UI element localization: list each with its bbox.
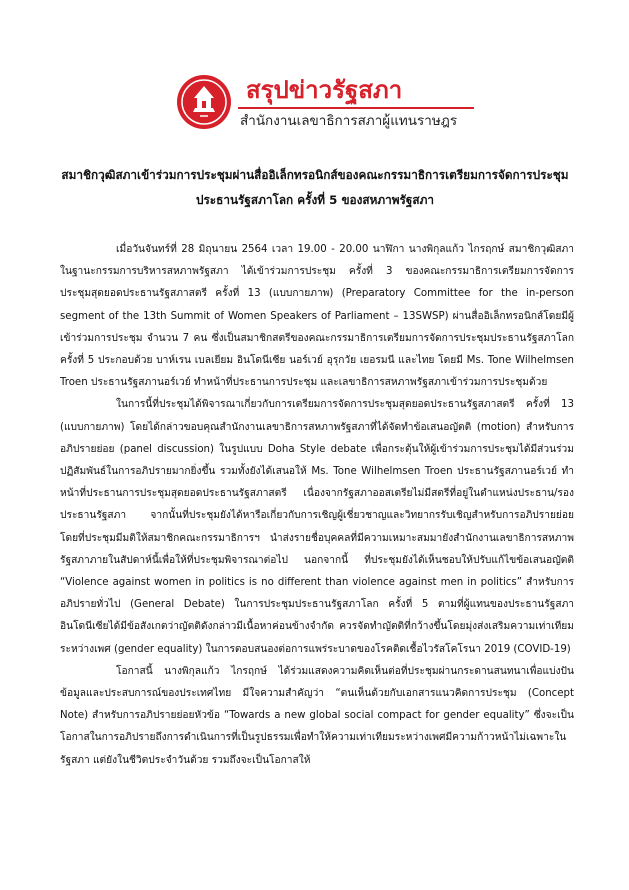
paragraph: ในการนี้ที่ประชุมได้พิจารณาเกี่ยวกับการเตรียมการจัดการประชุมสุดยอดประธานรัฐสภาสตรี ครั้งที่ 13 (แบบกายภาพ) โดยได้กล่าวขอบคุณสำนักงานเลขาธิการสหภาพรัฐสภาที่ได้จัดทำข้อเสนอญัตติ (motion) สำหรับการอภิปรายย่อย (panel discussion) ในรูปแบบ Doha Style debate เพื่อกระตุ้นให้ผู้เข้าร่วมการประชุมได้มีส่วนร่วมปฏิสัมพันธ์ในการอภิปรายมากยิ่งขึ้น รวมทั้งยังได้เสนอให้ Ms. Tone Wilhelmsen Troen ประธานรัฐสภานอร์เวย์ ทำหน้าที่ประธานการประชุมสุดยอดประธานรัฐสภาสตรี เนื่องจากรัฐสภาออสเตรียไม่มีสตรีที่อยู่ในตำแหน่งประธาน/รองประธานรัฐสภา จากนั้นที่ประชุมยังได้หารือเกี่ยวกับการเชิญผู้เชี่ยวชาญและวิทยากรรับเชิญสำหรับการอภิปรายย่อย โดยที่ประชุมมีมติให้สมาชิกคณะกรรมาธิการฯ นำส่งรายชื่อบุคคลที่มีความเหมาะสมมายังสำนักงานเลขาธิการสหภาพรัฐสภาภายในสัปดาห์นี้เพื่อให้ที่ประชุมพิจารณาต่อไป นอกจากนี้ ที่ประชุมยังได้เห็นชอบให้ปรับแก้ไขข้อเสนอญัตติ “Violence against women in politics is no different than violence against men in politics” สำหรับการอภิปรายทั่วไป (General Debate) ในการประชุมประธานรัฐสภาโลก ครั้งที่ 5 ตามที่ผู้แทนของประธานรัฐสภาอินโดนีเซียได้มีข้อสังเกตว่าญัตติดังกล่าวมีเนื้อหาค่อนข้างจำกัด ควรจัดทำญัตติที่กว้างขึ้นโดยมุ่งส่งเสริมความเท่าเทียมระหว่างเพศ (gender equality) ในการตอบสนองต่อการแพร่ระบาดของโรคติดเชื้อไวรัสโคโรนา 2019 (COVID-19) — [60, 399, 574, 655]
brand-subtitle: สำนักงานเลขาธิการสภาผู้แทนราษฎร — [240, 113, 458, 129]
headline-line-1: สมาชิกวุฒิสภาเข้าร่วมการประชุมผ่านสื่ออิเล็กทรอนิกส์ของคณะกรรมาธิการเตรียมการจัดการประชุม — [61, 168, 569, 182]
brand-divider — [238, 107, 474, 109]
paragraph: โอกาสนี้ นางพิกุลแก้ว ไกรฤกษ์ ได้ร่วมแสดงความคิดเห็นต่อที่ประชุมผ่านกระดานสนทนาเพื่อแบ่งปันข้อมูลและประสบการณ์ของประเทศไทย มีใจความสำคัญว่า “ตนเห็นด้วยกับเอกสารแนวคิดการประชุม (Concept Note) สำหรับการอภิปรายย่อยหัวข้อ “Towards a new global social compact for gender equality” ซึ่งจะเป็นโอกาสในการอภิปรายถึงการดำเนินการที่เป็นรูปธรรมเพื่อทำให้ความเท่าเทียมระหว่างเพศมีความก้าวหน้าไม่เฉพาะในรัฐสภา แต่ยังในชีวิตประจำวันด้วย รวมถึงจะเป็นโอกาสให้ — [60, 665, 574, 766]
brand-title: สรุปข่าวรัฐสภา — [246, 76, 403, 104]
news-headline — [60, 163, 570, 213]
header — [176, 72, 476, 142]
parliament-seal-icon — [176, 74, 232, 130]
article-body — [60, 239, 574, 772]
headline-line-2: ประธานรัฐสภาโลก ครั้งที่ 5 ของสหภาพรัฐสภา — [195, 193, 434, 207]
paragraph: เมื่อวันจันทร์ที่ 28 มิถุนายน 2564 เวลา 19.00 - 20.00 นาฬิกา นางพิกุลแก้ว ไกรฤกษ์ สมาชิกวุฒิสภา ในฐานะกรรมการบริหารสหภาพรัฐสภา ได้เข้าร่วมการประชุม ครั้งที่ 3 ของคณะกรรมาธิการเตรียมการจัดการประชุมสุดยอดประธานรัฐสภาสตรี ครั้งที่ 13 (แบบกายภาพ) (Preparatory Committee for the in-person segment of the 13th Summit of Women Speakers of Parliament – 13SWSP) ผ่านสื่ออิเล็กทรอนิกส์โดยมีผู้เข้าร่วมการประชุม จำนวน 7 คน ซึ่งเป็นสมาชิกสตรีของคณะกรรมาธิการเตรียมการจัดการประชุมประธานรัฐสภาโลก ครั้งที่ 5 ประกอบด้วย บาห์เรน เบลเยียม อินโดนีเซีย นอร์เวย์ อุรุกวัย เยอรมนี และไทย โดยมี Ms. Tone Wilhelmsen Troen ประธานรัฐสภานอร์เวย์ ทำหน้าที่ประธานการประชุม และเลขาธิการสหภาพรัฐสภาเข้าร่วมการประชุมด้วย — [60, 244, 574, 389]
